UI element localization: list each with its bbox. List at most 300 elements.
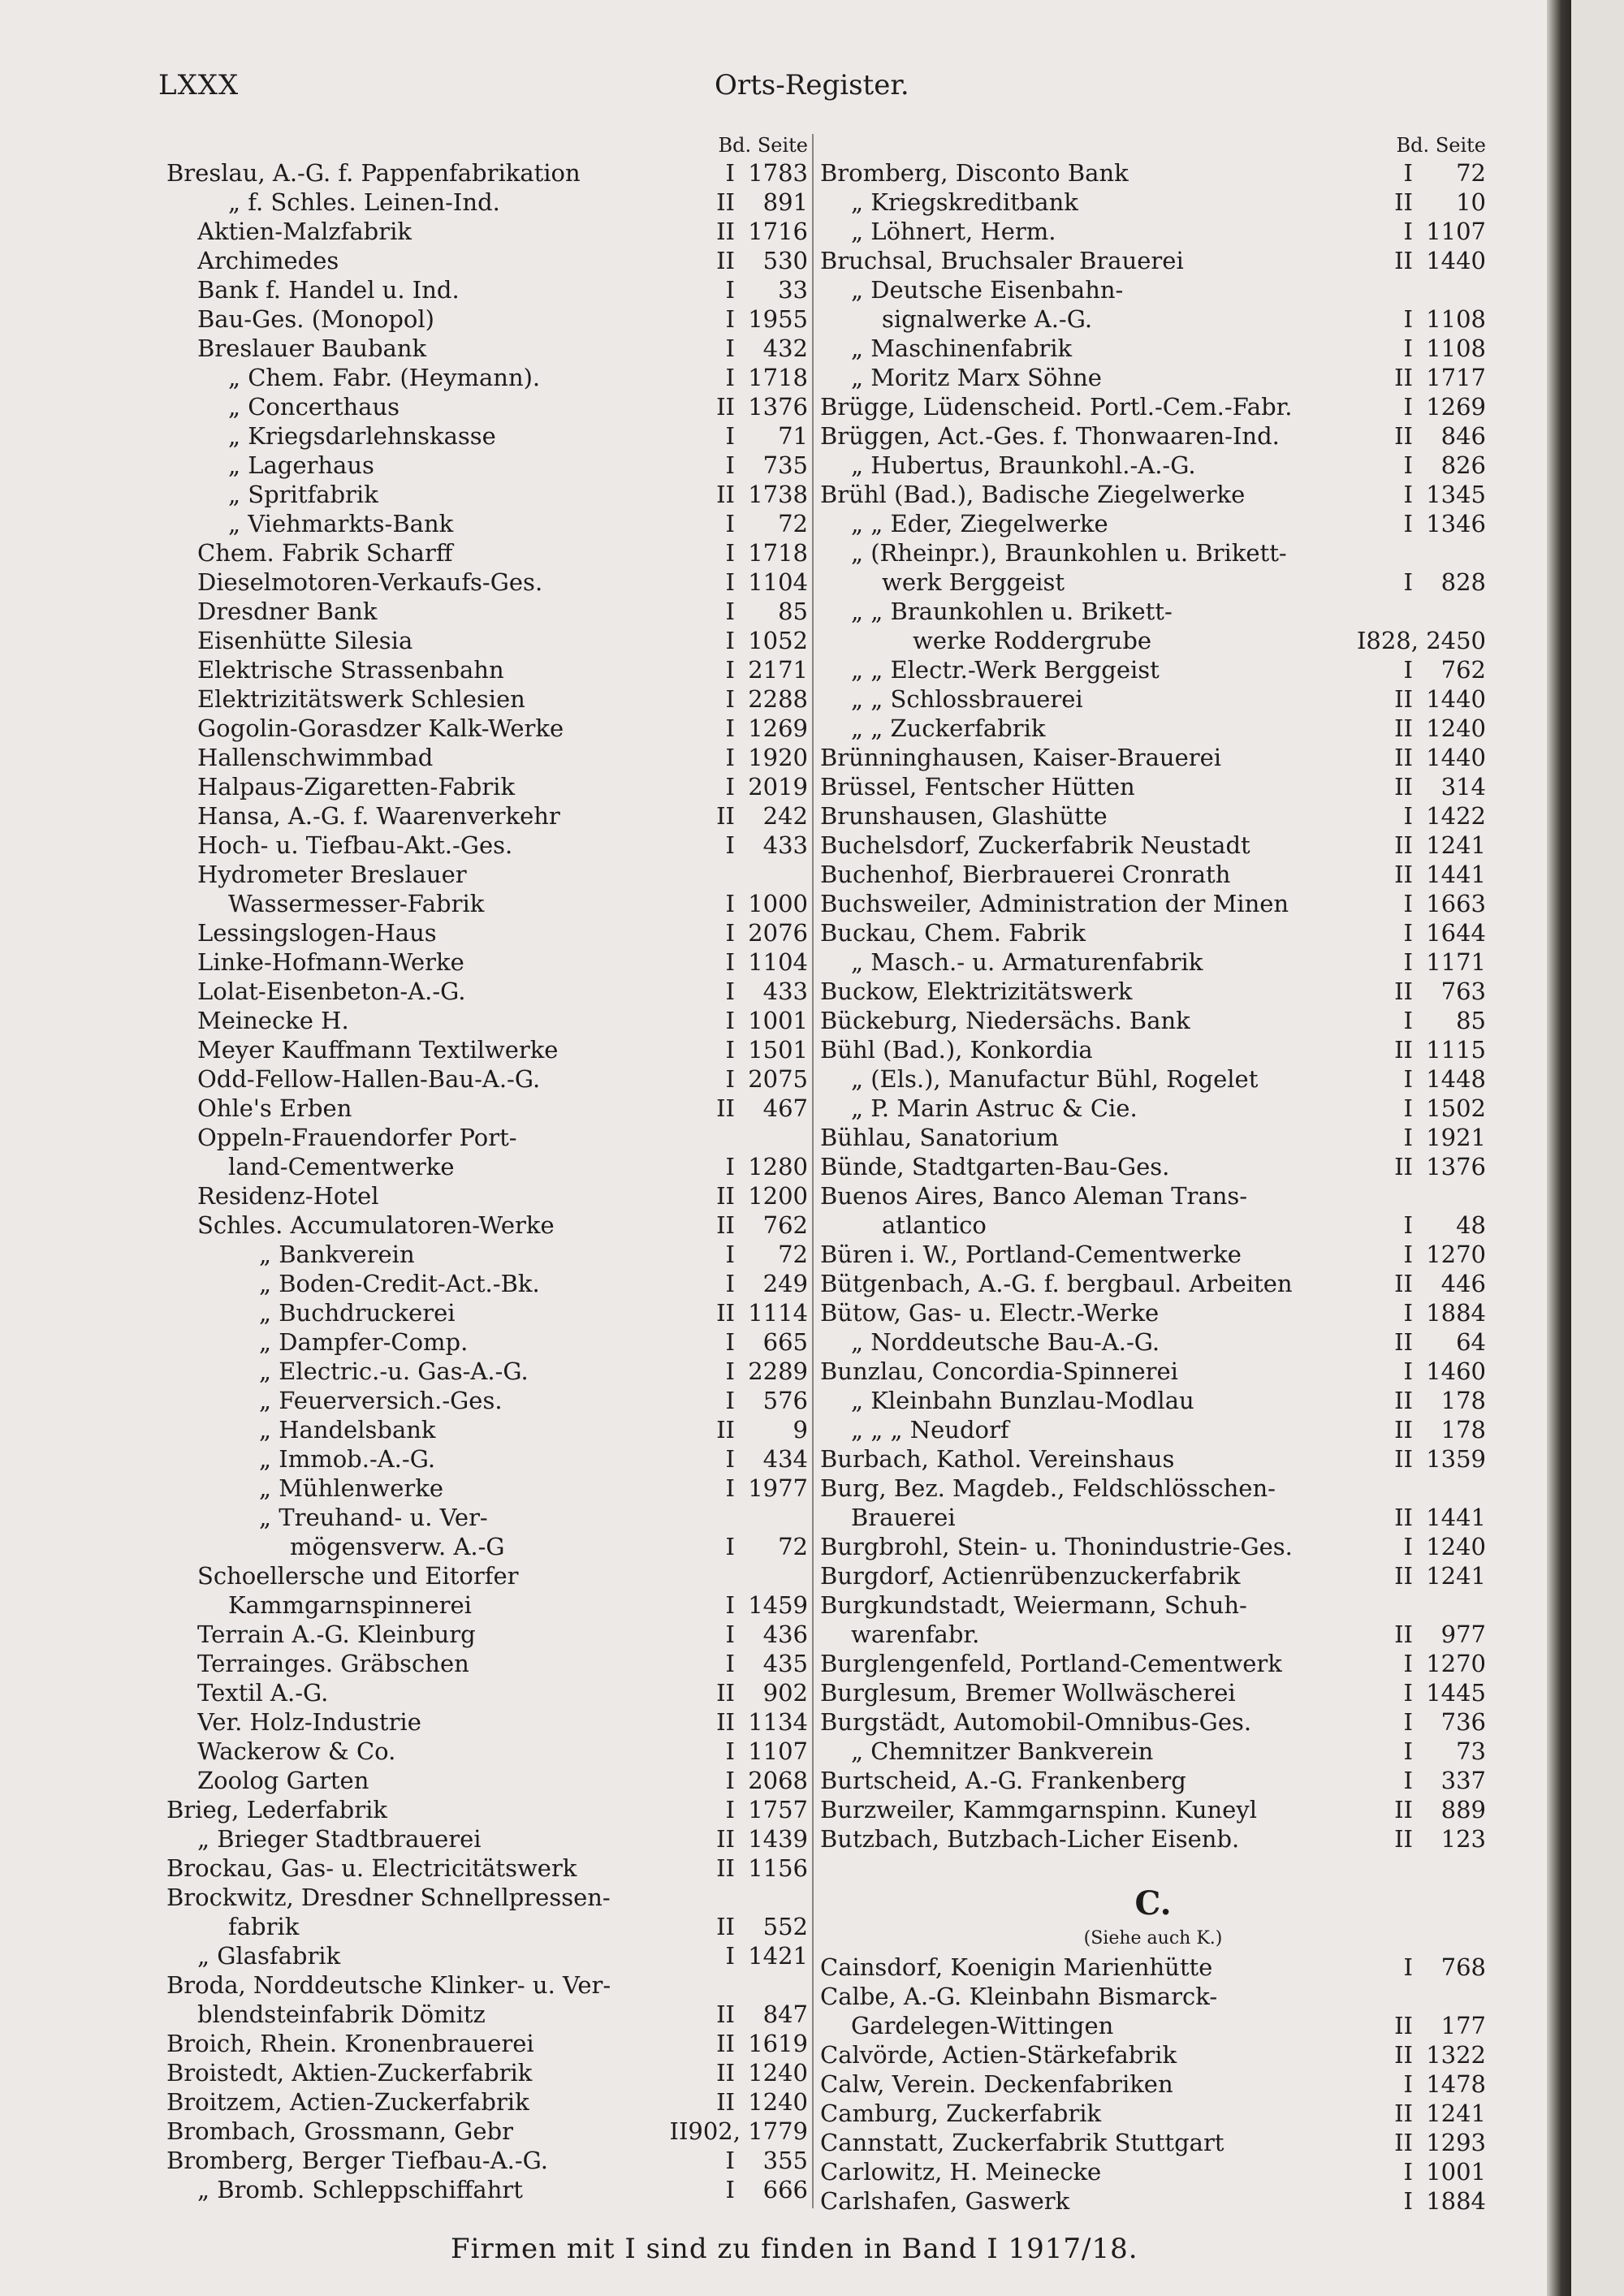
entry-page: 666 [762, 2176, 808, 2203]
entry-name: „ Moritz Marx Söhne [851, 364, 1102, 391]
register-entry [820, 1006, 1486, 1035]
entry-page: 889 [1440, 1796, 1486, 1823]
register-entry [166, 1561, 808, 1590]
entry-volume: I [725, 510, 735, 537]
entry-page: 1445 [1426, 1679, 1486, 1707]
entry-volume: I [1403, 1094, 1413, 1122]
register-entry [166, 626, 808, 655]
entry-volume: II [716, 188, 735, 216]
entry-name: warenfabr. [851, 1621, 980, 1648]
entry-name: „ Spritfabrik [228, 481, 378, 508]
right-entry-list-b [820, 158, 1486, 1854]
entry-volume: I [725, 598, 735, 625]
entry-page: 1757 [748, 1796, 808, 1823]
register-entry [820, 568, 1486, 597]
entry-volume: I [725, 1621, 735, 1648]
register-entry [166, 2087, 808, 2117]
entry-page: 1001 [1426, 2158, 1486, 2186]
entry-volume: I [725, 1270, 735, 1297]
register-entry [166, 2029, 808, 2058]
bd-header: Bd. [718, 134, 752, 157]
entry-name: Breslau, A.-G. f. Pappenfabrikation [166, 159, 581, 187]
entry-name: Brühl (Bad.), Badische Ziegelwerke [820, 481, 1246, 508]
register-entry [166, 1941, 808, 1970]
entry-volume: I [725, 159, 735, 187]
entry-volume: II [1394, 422, 1413, 450]
entry-volume: I [725, 451, 735, 479]
register-entry [166, 1152, 808, 1181]
entry-page: 735 [762, 451, 808, 479]
entry-name: Ohle's Erben [197, 1094, 352, 1122]
register-entry [166, 2117, 808, 2146]
entry-volume: I [725, 890, 735, 917]
entry-page: 85 [1456, 1007, 1486, 1034]
entry-volume: I [1403, 1241, 1413, 1268]
entry-name: Lessingslogen-Haus [197, 919, 437, 947]
register-entry [166, 1854, 808, 1883]
register-entry [820, 2099, 1486, 2128]
entry-name: Buckau, Chem. Fabrik [820, 919, 1086, 947]
entry-volume: I [1403, 1650, 1413, 1677]
entry-page: 1280 [748, 1153, 808, 1180]
entry-volume: II [716, 218, 735, 245]
register-entry [166, 1737, 808, 1766]
right-column [820, 134, 1486, 2216]
register-entry [820, 217, 1486, 246]
entry-volume: II [1394, 1416, 1413, 1444]
register-entry [166, 1123, 808, 1152]
register-entry [820, 1678, 1486, 1707]
register-entry [166, 1211, 808, 1240]
entry-page: 1422 [1426, 802, 1486, 830]
entry-page: 1240 [1426, 1533, 1486, 1560]
entry-page: 1241 [1426, 2100, 1486, 2127]
entry-name: Buchsweiler, Administration der Minen [820, 890, 1289, 917]
entry-name: Bank f. Handel u. Ind. [197, 276, 460, 304]
register-entry [820, 275, 1486, 304]
entry-name: Carlowitz, H. Meinecke [820, 2158, 1102, 2186]
entry-name: Wassermesser-Fabrik [228, 890, 485, 917]
entry-volume: II [1394, 2041, 1413, 2069]
entry-volume: I [1403, 481, 1413, 508]
entry-page: 1108 [1426, 305, 1486, 333]
entry-page: 1717 [1426, 364, 1486, 391]
entry-name: „ Dampfer-Comp. [259, 1328, 469, 1356]
register-entry [166, 158, 808, 188]
register-entry [166, 509, 808, 538]
register-entry [166, 1415, 808, 1444]
entry-page: 1000 [748, 890, 808, 917]
entry-volume: I [1403, 1065, 1413, 1093]
register-entry [820, 1152, 1486, 1181]
entry-page: 552 [762, 1913, 808, 1940]
register-entry [166, 451, 808, 480]
register-entry [166, 246, 808, 275]
entry-name: „ Brieger Stadtbrauerei [197, 1825, 482, 1853]
register-entry [820, 363, 1486, 392]
register-entry [820, 1240, 1486, 1269]
entry-name: „ Boden-Credit-Act.-Bk. [259, 1270, 540, 1297]
register-entry [166, 772, 808, 801]
register-entry [820, 597, 1486, 626]
entry-name: fabrik [228, 1913, 300, 1940]
entry-name: Elektrische Strassenbahn [197, 656, 504, 684]
entry-page: 434 [762, 1445, 808, 1473]
entry-volume: I [725, 948, 735, 976]
entry-page: 1108 [1426, 334, 1486, 362]
entry-page: 314 [1440, 773, 1486, 801]
register-entry [820, 538, 1486, 568]
register-entry [820, 1766, 1486, 1795]
entry-page: 1501 [748, 1036, 808, 1064]
entry-page: 9 [793, 1416, 808, 1444]
entry-volume: I [725, 714, 735, 742]
entry-volume: II [716, 1299, 735, 1327]
entry-volume: I [725, 539, 735, 567]
entry-volume: II [1394, 1562, 1413, 1590]
entry-volume: I [725, 2147, 735, 2174]
entry-volume: II [1394, 773, 1413, 801]
entry-volume: I [725, 1796, 735, 1823]
entry-volume: II [1394, 188, 1413, 216]
entry-volume: II [716, 1211, 735, 1239]
register-entry [166, 363, 808, 392]
entry-volume: I [1403, 1708, 1413, 1736]
right-entry-list-c [820, 1953, 1486, 2216]
entry-name: „ „ Eder, Ziegelwerke [851, 510, 1108, 537]
entry-page: 1376 [1426, 1153, 1486, 1180]
entry-volume: I [1403, 305, 1413, 333]
entry-page: 433 [762, 978, 808, 1005]
entry-volume: I [725, 627, 735, 654]
entry-name: Burgdorf, Actienrübenzuckerfabrik [820, 1562, 1241, 1590]
entry-name: atlantico [882, 1211, 987, 1239]
entry-page: 33 [778, 276, 808, 304]
entry-volume: I [725, 1036, 735, 1064]
entry-name: Calbe, A.-G. Kleinbahn Bismarck- [820, 1983, 1218, 2010]
entry-page: 1107 [748, 1737, 808, 1765]
register-entry [820, 801, 1486, 831]
entry-page: 1269 [1426, 393, 1486, 421]
entry-name: Bückeburg, Niedersächs. Bank [820, 1007, 1190, 1034]
register-entry [820, 1620, 1486, 1649]
register-entry [820, 1444, 1486, 1474]
register-entry [820, 860, 1486, 889]
entry-name: Terrain A.-G. Kleinburg [197, 1621, 476, 1648]
entry-name: Schoellersche und Eitorfer [197, 1562, 519, 1590]
entry-volume: I [1403, 159, 1413, 187]
entry-page: 1270 [1426, 1241, 1486, 1268]
entry-volume: II [716, 393, 735, 421]
entry-page: 1104 [748, 948, 808, 976]
register-entry [166, 2000, 808, 2029]
page-edge-shadow [1547, 0, 1571, 2296]
entry-name: Ver. Holz-Industrie [197, 1708, 421, 1736]
entry-page: 2171 [748, 656, 808, 684]
entry-volume: II [1394, 2012, 1413, 2039]
register-entry [820, 392, 1486, 421]
entry-page: 1240 [1426, 714, 1486, 742]
register-entry [166, 1064, 808, 1094]
entry-volume: I [1403, 2070, 1413, 2098]
entry-name: Lolat-Eisenbeton-A.-G. [197, 978, 466, 1005]
register-entry [820, 918, 1486, 947]
register-entry [820, 1707, 1486, 1737]
entry-name: Schles. Accumulatoren-Werke [197, 1211, 555, 1239]
entry-volume: II [716, 2000, 735, 2028]
entry-name: „ f. Schles. Leinen-Ind. [228, 188, 500, 216]
entry-name: „ „ Electr.-Werk Berggeist [851, 656, 1160, 684]
register-entry [820, 831, 1486, 860]
entry-volume: I [1403, 1737, 1413, 1765]
entry-volume: I [1403, 1533, 1413, 1560]
entry-page: 1270 [1426, 1650, 1486, 1677]
entry-page: 576 [762, 1387, 808, 1414]
register-entry [820, 2040, 1486, 2069]
register-entry [820, 1298, 1486, 1327]
register-entry [820, 714, 1486, 743]
entry-name: Meyer Kauffmann Textilwerke [197, 1036, 559, 1064]
entry-volume: I [725, 334, 735, 362]
entry-volume: I [1403, 2187, 1413, 2215]
entry-page: 2075 [748, 1065, 808, 1093]
column-header [166, 134, 808, 158]
entry-name: Brunshausen, Glashütte [820, 802, 1108, 830]
register-entry [166, 1590, 808, 1620]
entry-volume: I [1403, 1124, 1413, 1151]
register-entry [166, 597, 808, 626]
entry-volume: II [716, 1182, 735, 1210]
entry-volume: II [1394, 978, 1413, 1005]
entry-name: „ Löhnert, Herm. [851, 218, 1056, 245]
entry-volume: II [1394, 2129, 1413, 2156]
entry-name: Bütgenbach, A.-G. f. bergbaul. Arbeiten [820, 1270, 1293, 1297]
entry-page: 2288 [748, 685, 808, 713]
entry-volume: I [1403, 948, 1413, 976]
entry-page: 1644 [1426, 919, 1486, 947]
entry-name: Gogolin-Gorasdzer Kalk-Werke [197, 714, 564, 742]
entry-page: 530 [762, 247, 808, 274]
entry-volume: I [725, 773, 735, 801]
register-entry [166, 1035, 808, 1064]
entry-name: Gardelegen-Wittingen [851, 2012, 1114, 2039]
register-entry [166, 1094, 808, 1123]
entry-name: Brombach, Grossmann, Gebr [166, 2117, 513, 2145]
entry-volume: I [725, 1767, 735, 1794]
entry-name: Buenos Aires, Banco Aleman Trans- [820, 1182, 1248, 1210]
entry-volume: II [1394, 1387, 1413, 1414]
section-note: (Siehe auch K.) [1083, 1928, 1223, 1949]
register-entry [820, 1415, 1486, 1444]
entry-name: Buchelsdorf, Zuckerfabrik Neustadt [820, 831, 1250, 859]
register-entry [820, 655, 1486, 684]
entry-volume: I [725, 1007, 735, 1034]
register-entry [166, 217, 808, 246]
bd-header: Bd. [1396, 134, 1430, 157]
entry-page: 1104 [748, 568, 808, 596]
entry-page: 768 [1440, 1953, 1486, 1981]
register-entry [820, 1532, 1486, 1561]
register-entry [820, 2186, 1486, 2216]
entry-volume: II [716, 2030, 735, 2057]
register-entry [166, 743, 808, 772]
entry-volume: II [716, 1913, 735, 1940]
entry-page: 177 [1440, 2012, 1486, 2039]
entry-name: Burglengenfeld, Portland-Cementwerk [820, 1650, 1282, 1677]
entry-name: Textil A.-G. [197, 1679, 329, 1707]
entry-volume: I [725, 685, 735, 713]
left-column [166, 134, 808, 2204]
register-entry [166, 1503, 808, 1532]
entry-name: Bunzlau, Concordia-Spinnerei [820, 1357, 1178, 1385]
register-entry [166, 2146, 808, 2175]
entry-volume: II [1394, 1504, 1413, 1531]
register-entry [820, 977, 1486, 1006]
register-entry [166, 1970, 808, 2000]
entry-page: 2076 [748, 919, 808, 947]
entry-page: 1346 [1426, 510, 1486, 537]
entry-volume: I [1403, 393, 1413, 421]
column-divider [812, 134, 814, 2208]
entry-page: 1345 [1426, 481, 1486, 508]
register-entry [166, 1444, 808, 1474]
entry-page: 446 [1440, 1270, 1486, 1297]
entry-name: Brockwitz, Dresdner Schnellpressen- [166, 1884, 611, 1911]
register-entry [166, 714, 808, 743]
register-entry [166, 2058, 808, 2087]
entry-name: „ Hubertus, Braunkohl.-A.-G. [851, 451, 1196, 479]
entry-volume: I [1403, 1953, 1413, 1981]
entry-page: 1107 [1426, 218, 1486, 245]
register-entry [166, 421, 808, 451]
entry-page: 64 [1456, 1328, 1486, 1356]
register-entry [820, 947, 1486, 977]
entry-page: 2289 [748, 1357, 808, 1385]
register-entry [166, 831, 808, 860]
register-entry [166, 947, 808, 977]
register-entry [820, 2157, 1486, 2186]
entry-volume: I [725, 305, 735, 333]
register-entry [166, 1474, 808, 1503]
entry-name: signalwerke A.-G. [882, 305, 1093, 333]
entry-name: Carlshafen, Gaswerk [820, 2187, 1070, 2215]
register-entry [166, 801, 808, 831]
entry-page: 436 [762, 1621, 808, 1648]
entry-volume: II [1394, 364, 1413, 391]
entry-name: blendsteinfabrik Dömitz [197, 2000, 486, 2028]
entry-page: 123 [1440, 1825, 1486, 1853]
entry-page: 891 [762, 188, 808, 216]
register-entry [166, 1532, 808, 1561]
entry-volume: I [725, 422, 735, 450]
entry-page: 1114 [748, 1299, 808, 1327]
register-entry [820, 626, 1486, 655]
entry-name: Brügge, Lüdenscheid. Portl.-Cem.-Fabr. [820, 393, 1293, 421]
entry-volume: I [725, 1328, 735, 1356]
entry-volume: I [725, 1065, 735, 1093]
register-entry [820, 1561, 1486, 1590]
entry-name: Brauerei [851, 1504, 956, 1531]
register-entry [166, 538, 808, 568]
entry-page: 1459 [748, 1591, 808, 1619]
register-entry [166, 334, 808, 363]
register-entry [820, 509, 1486, 538]
entry-page: 2019 [748, 773, 808, 801]
entry-name: Büren i. W., Portland-Cementwerke [820, 1241, 1242, 1268]
entry-page: 1440 [1426, 744, 1486, 771]
entry-volume: I [725, 2176, 735, 2203]
register-entry [820, 1737, 1486, 1766]
entry-name: Archimedes [197, 247, 339, 274]
entry-volume: I [725, 1591, 735, 1619]
register-entry [820, 772, 1486, 801]
entry-page: 435 [762, 1650, 808, 1677]
entry-page: 2068 [748, 1767, 808, 1794]
entry-name: „ Norddeutsche Bau-A.-G. [851, 1328, 1160, 1356]
entry-page: 1502 [1426, 1094, 1486, 1122]
entry-name: Brüssel, Fentscher Hütten [820, 773, 1135, 801]
entry-volume: I [1403, 1679, 1413, 1707]
register-entry [820, 743, 1486, 772]
seite-header: Seite [1435, 134, 1486, 157]
entry-volume: I [1403, 510, 1413, 537]
entry-page: 249 [762, 1270, 808, 1297]
entry-name: Bruchsal, Bruchsaler Brauerei [820, 247, 1184, 274]
entry-page: 1478 [1426, 2070, 1486, 2098]
entry-name: Buckow, Elektrizitätswerk [820, 978, 1133, 1005]
entry-page: 1619 [748, 2030, 808, 2057]
entry-name: „ Kriegskreditbank [851, 188, 1078, 216]
entry-page: 1440 [1426, 685, 1486, 713]
entry-volume: II [1394, 1796, 1413, 1823]
entry-page: 1448 [1426, 1065, 1486, 1093]
entry-page: 1440 [1426, 247, 1486, 274]
entry-page: 902 [762, 1679, 808, 1707]
entry-page: 72 [778, 1533, 808, 1560]
entry-name: Bünde, Stadtgarten-Bau-Ges. [820, 1153, 1170, 1180]
register-entry [820, 1824, 1486, 1854]
entry-page: 847 [762, 2000, 808, 2028]
entry-page: 467 [762, 1094, 808, 1122]
entry-name: Cannstatt, Zuckerfabrik Stuttgart [820, 2129, 1224, 2156]
entry-volume: II [1394, 1153, 1413, 1180]
entry-volume: II [716, 481, 735, 508]
entry-name: Dieselmotoren-Verkaufs-Ges. [197, 568, 543, 596]
entry-page: 1376 [748, 393, 808, 421]
entry-volume: II [1394, 831, 1413, 859]
entry-volume: II [1394, 247, 1413, 274]
entry-name: Broich, Rhein. Kronenbrauerei [166, 2030, 534, 2057]
entry-name: „ Masch.- u. Armaturenfabrik [851, 948, 1203, 976]
entry-name: Meinecke H. [197, 1007, 349, 1034]
register-entry [820, 1094, 1486, 1123]
entry-page: 1439 [748, 1825, 808, 1853]
entry-volume: II [1394, 1445, 1413, 1473]
entry-page: 1460 [1426, 1357, 1486, 1385]
entry-name: Bau-Ges. (Monopol) [197, 305, 434, 333]
register-entry [820, 1064, 1486, 1094]
register-entry [820, 2128, 1486, 2157]
entry-page: 1052 [748, 627, 808, 654]
entry-page: 1156 [748, 1854, 808, 1882]
entry-volume: I [725, 1357, 735, 1385]
entry-page: 1955 [748, 305, 808, 333]
entry-name: Bromberg, Berger Tiefbau-A.-G. [166, 2147, 549, 2174]
entry-page: 1115 [1426, 1036, 1486, 1064]
entry-name: Camburg, Zuckerfabrik [820, 2100, 1102, 2127]
entry-volume: II [716, 1416, 735, 1444]
register-entry [820, 1953, 1486, 1982]
